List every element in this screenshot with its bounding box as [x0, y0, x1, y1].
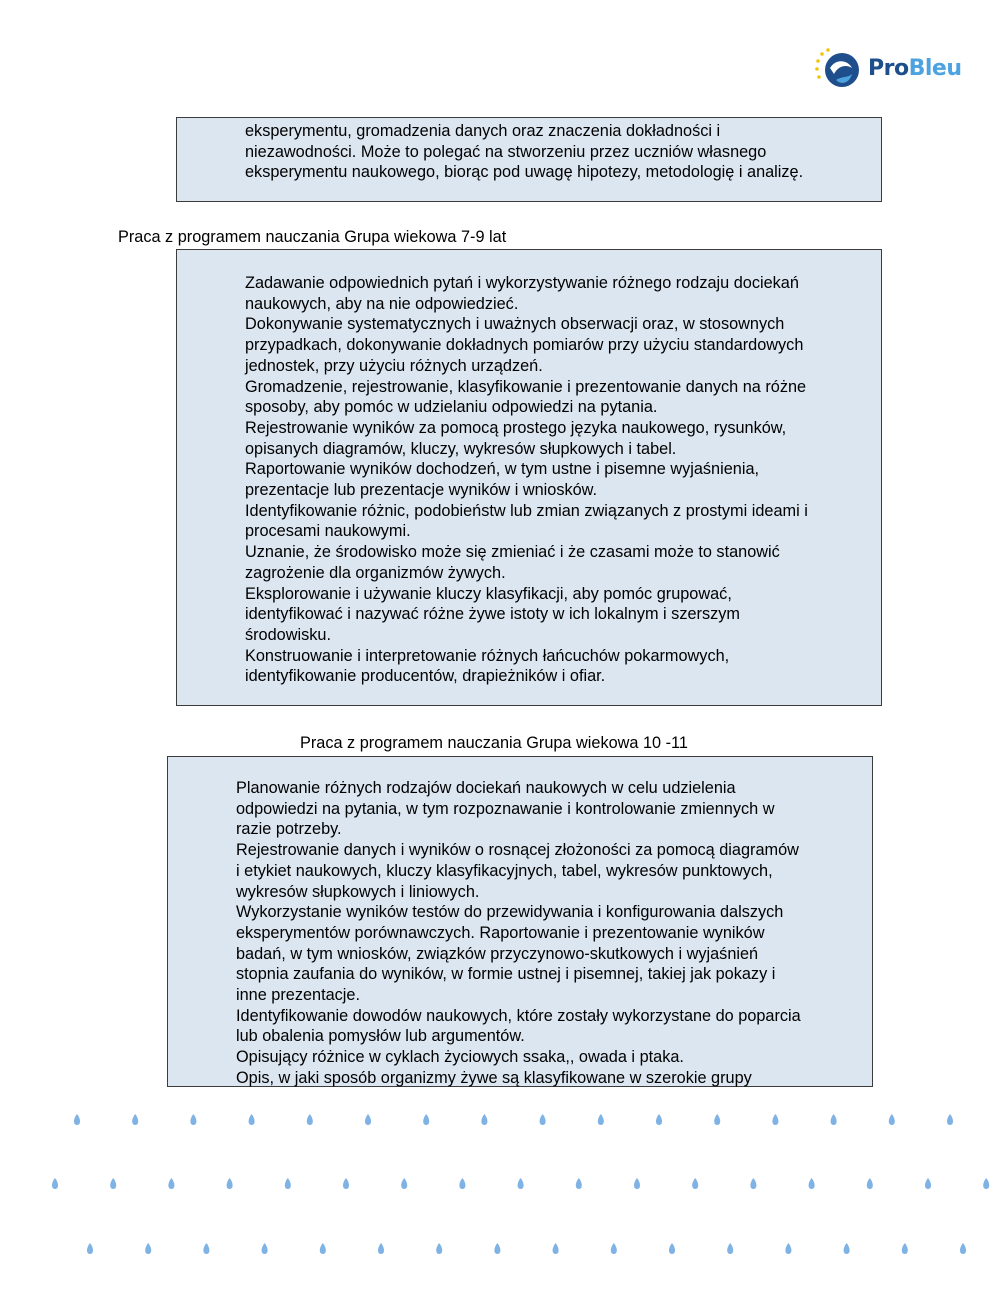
text-line: niezawodności. Może to polegać na stworzeniu przez uczniów własnego	[245, 142, 767, 161]
text-line: Uznanie, że środowisko może się zmieniać i że czasami może to stanowić	[245, 543, 780, 562]
droplet-icon	[378, 1243, 384, 1254]
droplet-icon	[249, 1114, 255, 1125]
droplet-icon	[110, 1178, 116, 1189]
droplet-icon	[809, 1178, 815, 1189]
droplet-icon	[598, 1114, 604, 1125]
text-line: Konstruowanie i interpretowanie różnych łańcuchów pokarmowych,	[245, 646, 730, 665]
droplet-icon	[481, 1114, 487, 1125]
droplet-icon	[656, 1114, 662, 1125]
text-line: Opis, w jaki sposób organizmy żywe są klasyfikowane w szerokie grupy	[236, 1068, 752, 1087]
droplet-icon	[634, 1178, 640, 1189]
droplet-icon	[518, 1178, 524, 1189]
text-line: razie potrzeby.	[236, 820, 342, 839]
droplet-icon	[401, 1178, 407, 1189]
probleu-emblem-icon	[814, 46, 862, 90]
logo-pro-text: Pro	[868, 56, 909, 81]
text-line: identyfikować i nazywać różne żywe istoty w ich lokalnym i szerszym	[245, 605, 740, 624]
droplet-icon	[902, 1243, 908, 1254]
text-line: sposoby, aby pomóc w udzielaniu odpowiedzi na pytania.	[245, 398, 658, 417]
text-line: naukowych, aby na nie odpowiedzieć.	[245, 294, 519, 313]
text-line: Eksplorowanie i używanie kluczy klasyfikacji, aby pomóc grupować,	[245, 584, 732, 603]
curriculum-box-7-9	[176, 249, 882, 706]
droplet-icon	[168, 1178, 174, 1189]
text-line: Zadawanie odpowiednich pytań i wykorzystywanie różnego rodzaju dociekań	[245, 274, 799, 292]
text-line: Opisujący różnice w cyklach życiowych ssaka,, owada i ptaka.	[236, 1048, 684, 1067]
droplet-icon	[87, 1243, 93, 1254]
text-line: Raportowanie wyników dochodzeń, w tym ustne i pisemne wyjaśnienia,	[245, 460, 760, 479]
droplet-icon	[320, 1243, 326, 1254]
droplet-icon	[74, 1114, 80, 1125]
droplet-icon	[459, 1178, 465, 1189]
droplet-icon	[750, 1178, 756, 1189]
droplet-icon	[365, 1114, 371, 1125]
droplet-icon	[669, 1243, 675, 1254]
droplet-icon	[436, 1243, 442, 1254]
droplet-icon	[190, 1114, 196, 1125]
logo-wordmark	[868, 56, 962, 81]
continuation-box	[176, 117, 882, 202]
text-line: Wykorzystanie wyników testów do przewidywania i konfigurowania dalszych	[236, 903, 784, 922]
droplet-icon	[785, 1243, 791, 1254]
droplet-icon	[145, 1243, 151, 1254]
droplet-icon	[285, 1178, 291, 1189]
droplet-icon	[960, 1243, 966, 1254]
decorative-droplets	[0, 1100, 1000, 1294]
text-line: identyfikowanie producentów, drapieżników i ofiar.	[245, 667, 606, 686]
droplet-icon	[714, 1114, 720, 1125]
droplet-icon	[611, 1243, 617, 1254]
droplet-icon	[831, 1114, 837, 1125]
text-line: i etykiet naukowych, kluczy klasyfikacyjnych, tabel, wykresów punktowych,	[236, 861, 773, 880]
text-line: Identyfikowanie różnic, podobieństw lub zmian związanych z prostymi ideami i	[245, 501, 808, 520]
droplet-icon	[692, 1178, 698, 1189]
text-line: stopnia zaufania do wyników, w formie ustnej i pisemnej, takiej jak pokazy i	[236, 965, 776, 984]
logo-bleu-text: Bleu	[908, 56, 962, 81]
curriculum-box-10-11	[167, 756, 873, 1087]
droplet-icon	[983, 1178, 989, 1189]
text-line: eksperymentu, gromadzenia danych oraz znaczenia dokładności i	[245, 122, 721, 140]
text-line: jednostek, przy użyciu różnych urządzeń.	[245, 356, 543, 375]
text-line: zagrożenie dla organizmów żywych.	[245, 563, 506, 582]
text-line: inne prezentacje.	[236, 986, 361, 1005]
droplet-icon	[52, 1178, 58, 1189]
text-line: eksperymentów porównawczych. Raportowanie i prezentowanie wyników	[236, 923, 765, 942]
droplet-icon	[132, 1114, 138, 1125]
droplet-icon	[307, 1114, 313, 1125]
section-heading-10-11: Praca z programem nauczania Grupa wiekowa 10 -11	[300, 734, 688, 752]
droplet-icon	[844, 1243, 850, 1254]
droplet-icon	[203, 1243, 209, 1254]
text-line: środowisku.	[245, 625, 331, 644]
text-line: Rejestrowanie danych i wyników o rosnącej złożoności za pomocą diagramów	[236, 841, 799, 860]
droplet-icon	[947, 1114, 953, 1125]
droplet-icon	[772, 1114, 778, 1125]
probleu-logo	[814, 46, 974, 90]
text-line: prezentacje lub prezentacje wyników i wniosków.	[245, 481, 598, 500]
text-line: odpowiedzi na pytania, w tym rozpoznawanie i kontrolowanie zmiennych w	[236, 799, 775, 818]
droplet-icon	[889, 1114, 895, 1125]
droplet-icon	[727, 1243, 733, 1254]
text-line: Gromadzenie, rejestrowanie, klasyfikowanie i prezentowanie danych na różne	[245, 377, 807, 396]
text-line: wykresów słupkowych i liniowych.	[236, 882, 480, 901]
text-line: lub obalenia pomysłów lub argumentów.	[236, 1027, 525, 1046]
droplet-icon	[867, 1178, 873, 1189]
droplet-icon	[227, 1178, 233, 1189]
droplet-icon	[925, 1178, 931, 1189]
text-line: Identyfikowanie dowodów naukowych, które zostały wykorzystane do poparcia	[236, 1006, 801, 1025]
text-line: Planowanie różnych rodzajów dociekań naukowych w celu udzielenia	[236, 779, 736, 797]
text-line: Dokonywanie systematycznych i uważnych obserwacji oraz, w stosownych	[245, 315, 785, 334]
text-line: przypadkach, dokonywanie dokładnych pomiarów przy użyciu standardowych	[245, 336, 804, 355]
droplet-icon	[343, 1178, 349, 1189]
droplet-icon	[540, 1114, 546, 1125]
text-line: eksperymentu naukowego, biorąc pod uwagę hipotezy, metodologię i analizę.	[245, 163, 804, 182]
text-line: Rejestrowanie wyników za pomocą prostego języka naukowego, rysunków,	[245, 418, 787, 437]
section-heading-7-9: Praca z programem nauczania Grupa wiekowa 7-9 lat	[118, 228, 507, 246]
droplet-icon	[553, 1243, 559, 1254]
droplet-icon	[494, 1243, 500, 1254]
text-line: opisanych diagramów, kluczy, wykresów słupkowych i tabel.	[245, 439, 677, 458]
droplet-icon	[262, 1243, 268, 1254]
text-line: procesami naukowymi.	[245, 522, 411, 541]
droplet-icon	[423, 1114, 429, 1125]
text-line: badań, w tym wniosków, związków przyczynowo-skutkowych i wyjaśnień	[236, 944, 759, 963]
droplet-icon	[576, 1178, 582, 1189]
